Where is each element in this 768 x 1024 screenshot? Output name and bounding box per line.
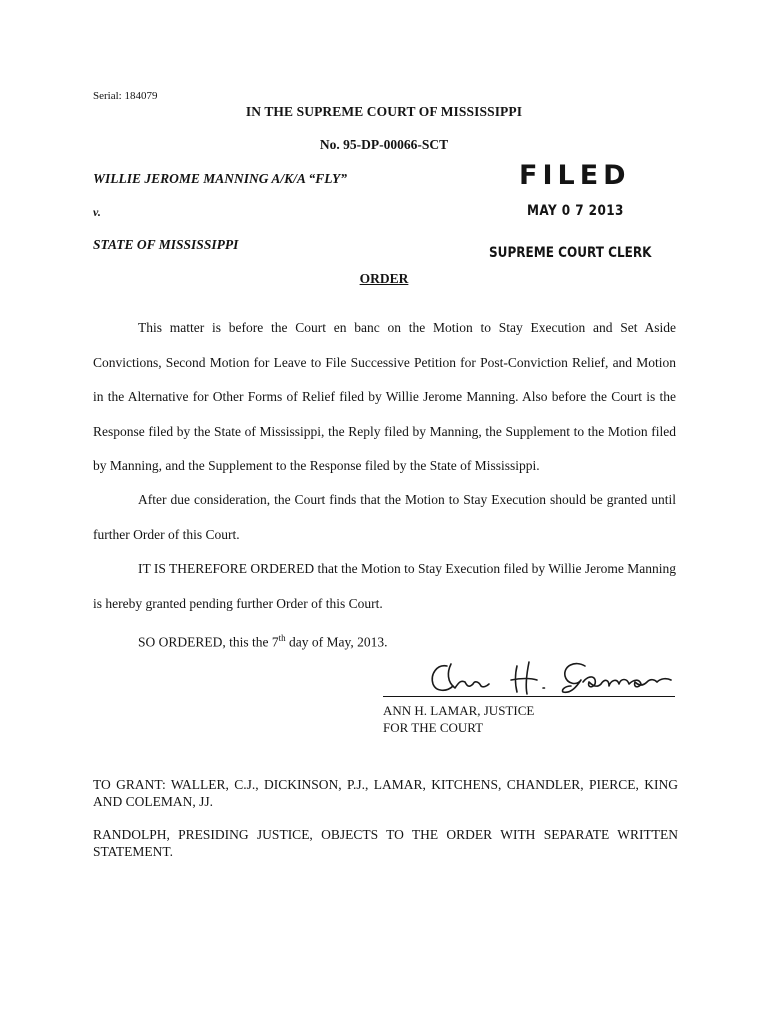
so-ordered-superscript: th <box>278 633 286 643</box>
signature-line <box>383 696 675 697</box>
filed-stamp-clerk: SUPREME COURT CLERK <box>489 245 652 261</box>
court-title: IN THE SUPREME COURT OF MISSISSIPPI <box>245 104 523 119</box>
vote-to-grant: TO GRANT: WALLER, C.J., DICKINSON, P.J., LAMAR, KITCHENS, CHANDLER, PIERCE, KING AND COLEMAN, JJ. <box>93 777 678 809</box>
order-paragraph-consideration: After due consideration, the Court finds that the Motion to Stay Execution should be granted until further Order of this Court. <box>93 492 676 542</box>
appellant-name: WILLIE JEROME MANNING A/K/A “FLY” <box>93 171 348 186</box>
versus-label: v. <box>93 205 101 219</box>
order-paragraph-motions: This matter is before the Court en banc on the Motion to Stay Execution and Set Aside Convictions, Second Motion for Leave to File Successive Petition for Post-Conviction Relief, and Motion in the Alternative for Other Forms of Relief filed by Willie Jerome Manning. Also before the Court is the Response filed by the State of Mississippi, the Reply filed by Manning, the Supplement to the Motion filed by Manning, and the Supplement to the Response filed by the State of Mississippi. <box>93 320 676 473</box>
vote-objection: RANDOLPH, PRESIDING JUSTICE, OBJECTS TO THE ORDER WITH SEPARATE WRITTEN STATEMENT. <box>93 827 678 859</box>
filed-stamp: FILED <box>519 160 631 191</box>
so-ordered-text: SO ORDERED, this the 7 <box>138 634 279 650</box>
serial-number: Serial: 184079 <box>93 90 158 102</box>
order-heading: ORDER <box>359 271 409 286</box>
signer-name: ANN H. LAMAR, JUSTICE <box>383 703 535 718</box>
filed-stamp-date: MAY 0 7 2013 <box>527 203 624 219</box>
docket-number: No. 95-DP-00066-SCT <box>319 137 449 152</box>
signer-role: FOR THE COURT <box>383 720 484 735</box>
handwritten-signature <box>425 652 685 700</box>
order-paragraph-therefore: IT IS THEREFORE ORDERED that the Motion to Stay Execution filed by Willie Jerome Manning is hereby granted pending further Order of this Court. <box>93 561 676 611</box>
so-ordered-date: day of May, 2013. <box>285 634 388 650</box>
appellee-name: STATE OF MISSISSIPPI <box>93 237 239 252</box>
